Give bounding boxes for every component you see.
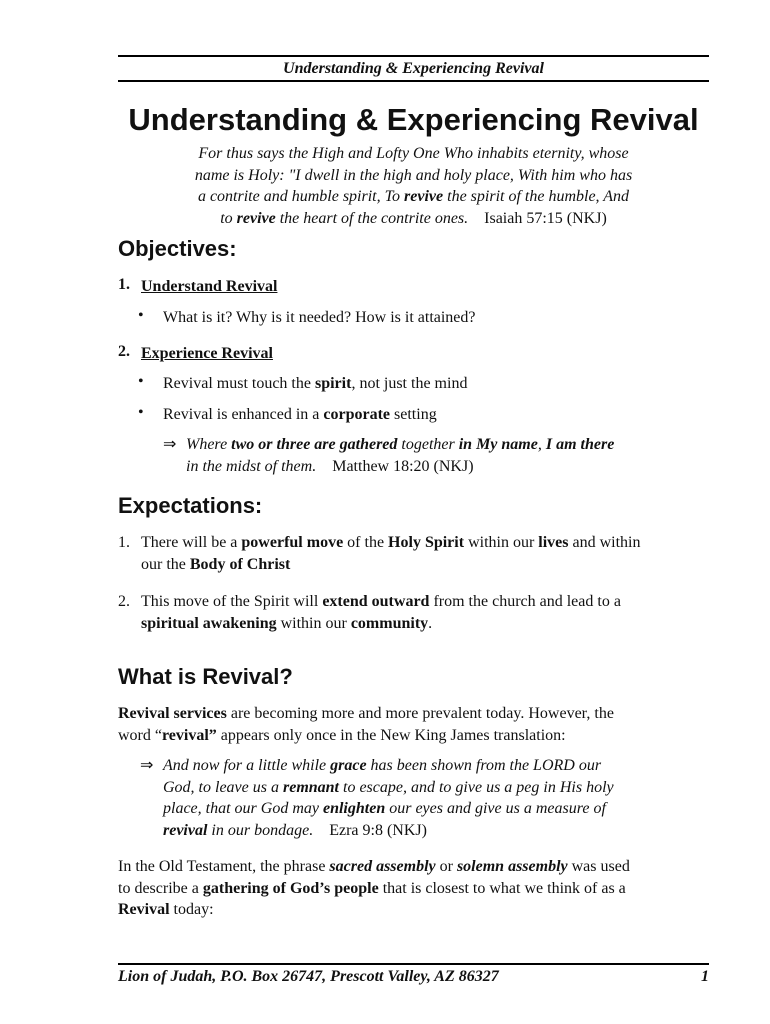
expectation-1-text: There will be a powerful move of the Holy Spirit within our lives and within our the Body of Christ [141,534,641,573]
revival-paragraph-2: In the Old Testament, the phrase sacred assembly or solemn assembly was used to describe a gathering of God’s people that is closest to what we think of as a Revival today: [118,858,630,918]
matthew-reference: Matthew 18:20 (NKJ) [332,457,474,475]
ezra-reference: Ezra 9:8 (NKJ) [329,821,427,839]
epigraph-line: name is Holy: "I dwell in the high and holy place, With him who has [194,166,633,184]
objective-2-bullet-1: Revival must touch the spirit, not just the mind [163,375,468,392]
footer-address: Lion of Judah, P.O. Box 26747, Prescott Valley, AZ 86327 [118,968,499,985]
footer-rule [118,963,709,965]
expectation-2-number: 2. [118,593,130,610]
matthew-quote: Where two or three are gathered together in My name, I am there in the midst of them. Matthew 18:20 (NKJ) [186,436,615,475]
expectation-1-number: 1. [118,534,130,551]
epigraph-reference: Isaiah 57:15 (NKJ) [484,209,607,227]
objective-1-label: Understand Revival [141,278,278,295]
epigraph-line: a contrite and humble spirit, To revive the spirit of the humble, And [197,188,630,205]
objective-2-bullet-2: Revival is enhanced in a corporate setting [163,406,437,423]
arrow-icon: ⇒ [163,436,177,453]
arrow-icon: ⇒ [140,757,154,774]
page-title: Understanding & Experiencing Revival [128,102,699,137]
objective-1-bullet: What is it? Why is it needed? How is it attained? [163,309,476,326]
epigraph-line: to revive the heart of the contrite ones. Isaiah 57:15 (NKJ) [220,209,607,227]
header-rule-bottom [118,80,709,82]
bullet-icon: • [138,404,144,421]
bullet-icon: • [138,307,144,324]
running-header: Understanding & Experiencing Revival [283,60,544,77]
ezra-quote: And now for a little while grace has been shown from the LORD our God, to leave us a remnant to escape, and to give us a peg in His holy place, that our God may enlighten our eyes and give us a measure of revival in our bondage. Ezra 9:8 (NKJ) [163,757,614,839]
objective-2-label: Experience Revival [141,345,273,362]
expectation-2-text: This move of the Spirit will extend outward from the church and lead to a spiritual awakening within our community. [141,593,621,632]
objectives-heading: Objectives: [118,236,237,261]
epigraph [158,143,669,229]
epigraph-line: For thus says the High and Lofty One Who inhabits eternity, whose [198,145,629,162]
expectations-heading: Expectations: [118,493,263,518]
header-rule-top [118,55,709,57]
document-page [118,0,709,1024]
objective-2-number: 2. [118,343,130,360]
what-is-revival-heading: What is Revival? [118,664,293,689]
bullet-icon: • [138,373,144,390]
objective-1-number: 1. [118,276,130,293]
page-number: 1 [701,968,709,985]
revival-paragraph-1: Revival services are becoming more and more prevalent today. However, the word “revival” appears only once in the New King James translation: [118,705,614,744]
